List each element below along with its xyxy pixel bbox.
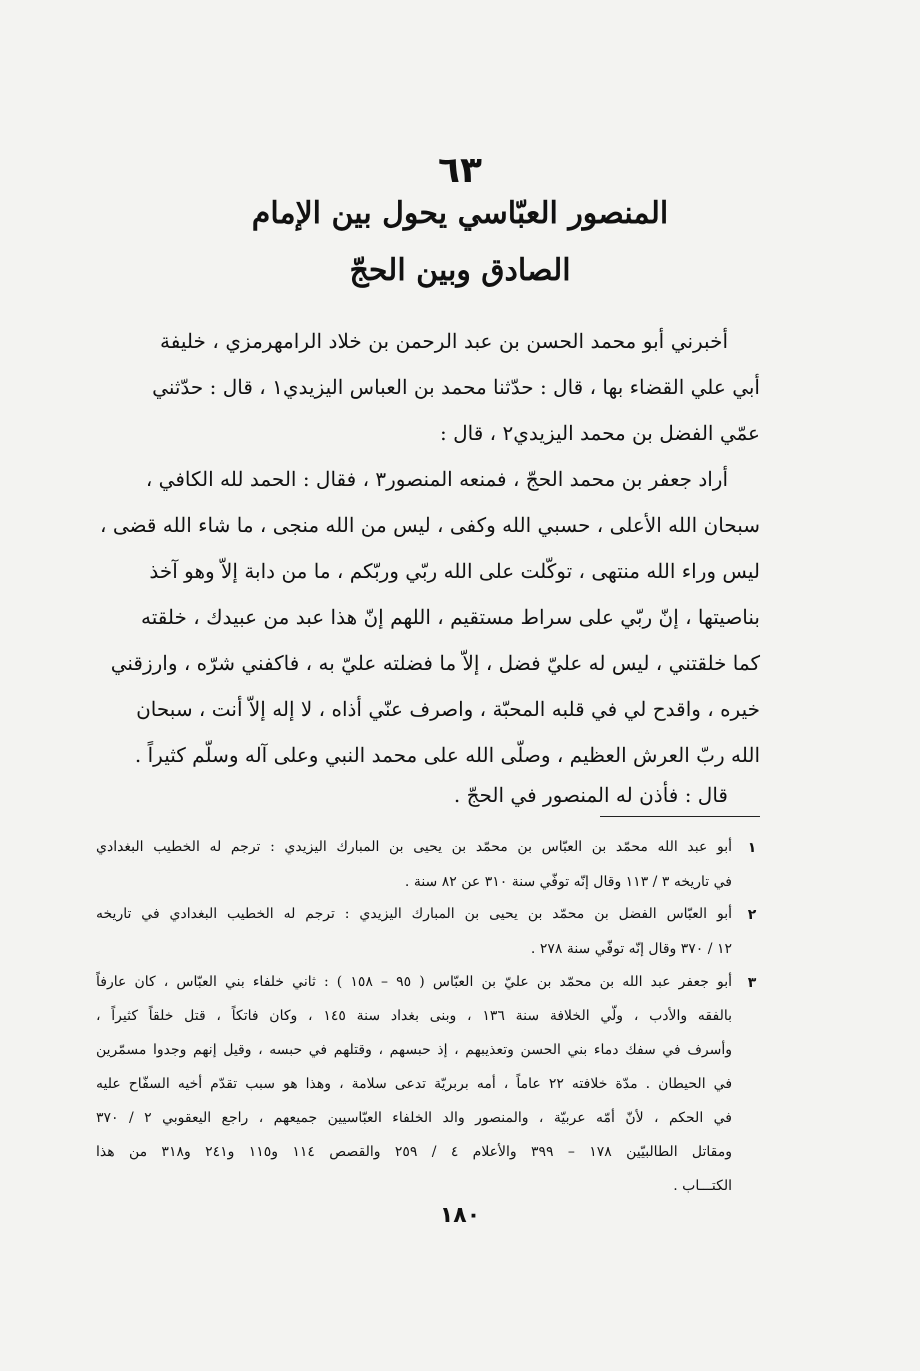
- footnote-line: الكتـــاب .: [673, 1178, 732, 1194]
- chapter-title-line-1: المنصور العبّاسي يحول بين الإمام: [251, 196, 669, 231]
- footnote-line: ومقاتل الطالبيّين ١٧٨ – ٣٩٩ والأعلام ٤ / ٢٥٩ والقصص ١١٤ و١١٥ و٢٤١ و٣١٨ من هذا: [96, 1144, 733, 1160]
- footnote-line: في تاريخه ٣ / ١١٣ وقال إنّه توفّي سنة ٣١٠ عن ٨٢ سنة .: [404, 874, 732, 890]
- body-line: خيره ، واقدح لي في قلبه المحبّة ، واصرف عنّي أذاه ، لا إله إلاّ أنت ، سبحان: [136, 697, 760, 721]
- body-line: أراد جعفر بن محمد الحجّ ، فمنعه المنصور٣ ، فقال : الحمد لله الكافي ،: [145, 467, 728, 491]
- chapter-number: ٦٣: [438, 150, 482, 191]
- footnote-line: أبو عبد الله محمّد بن العبّاس بن محمّد بن يحيى بن المبارك اليزيدي : ترجم له الخطيب البغدادي: [96, 839, 732, 855]
- footnote-line: بالفقه والأدب ، ولّي الخلافة سنة ١٣٦ ، وبنى بغداد سنة ١٤٥ ، وكان فاتكاً ، قتل خلقاً كثيراً ،: [96, 1008, 732, 1024]
- footnote-line: ١٢ / ٣٧٠ وقال إنّه توفّي سنة ٢٧٨ .: [530, 941, 732, 957]
- page-number: ١٨٠: [439, 1203, 481, 1228]
- body-line: سبحان الله الأعلى ، حسبي الله وكفى ، ليس من الله منجى ، ما شاء الله قضى ،: [100, 513, 760, 537]
- footnote-line: وأسرف في سفك دماء بني الحسن وتعذيبهم ، إذ حبسهم ، وقتلهم في حبسه ، وقيل إنهم وجدوا مسمّرين: [96, 1042, 732, 1058]
- footnote-number: ٣: [747, 975, 757, 991]
- footnote-line: أبو العبّاس الفضل بن محمّد بن يحيى بن المبارك اليزيدي : ترجم له الخطيب البغدادي في تاريخه: [96, 906, 732, 922]
- footnote-line: في الحكم ، لأنّ أمّه عربيّة ، والمنصور والد الخلفاء العبّاسيين جميعهم ، راجع اليعقوبي ٢ / ٣٧٠: [96, 1110, 732, 1126]
- body-line: الله ربّ العرش العظيم ، وصلّى الله على محمد النبي وعلى آله وسلّم كثيراً .: [134, 743, 760, 767]
- chapter-title-line-2: الصادق وبين الحجّ: [349, 253, 571, 288]
- body-line: بناصيتها ، إنّ ربّي على سراط مستقيم ، اللهم إنّ هذا عبد من عبيدك ، خلقته: [141, 605, 760, 629]
- footnote-line: أبو جعفر عبد الله بن محمّد بن عليّ بن العبّاس ( ٩٥ – ١٥٨ ) : ثاني خلفاء بني العبّاس ، كان عارفاً: [96, 974, 732, 990]
- body-line: أبي علي القضاء بها ، قال : حدّثنا محمد بن العباس اليزيدي١ ، قال : حدّثني: [152, 375, 760, 399]
- footnote-separator: [600, 816, 760, 817]
- body-line: ليس وراء الله منتهى ، توكّلت على الله ربّي وربّكم ، ما من دابة إلاّ وهو آخذ: [149, 559, 760, 583]
- body-line: عمّي الفضل بن محمد اليزيدي٢ ، قال :: [440, 421, 760, 445]
- body-line: كما خلقتني ، ليس له عليّ فضل ، إلاّ ما فضلته عليّ به ، فاكفني شرّه ، وارزقني: [110, 651, 760, 675]
- body-line: أخبرني أبو محمد الحسن بن عبد الرحمن بن خلاد الرامهرمزي ، خليفة: [160, 329, 728, 353]
- footnote-number: ١: [747, 840, 757, 856]
- body-line: قال : فأذن له المنصور في الحجّ .: [453, 783, 728, 807]
- footnote-line: في الحيطان . مدّة خلافته ٢٢ عاماً ، أمه بربريّة تدعى سلامة ، وهذا هو سبب تقدّم أخيه السفّاح عليه: [96, 1076, 733, 1092]
- footnote-number: ٢: [747, 907, 757, 923]
